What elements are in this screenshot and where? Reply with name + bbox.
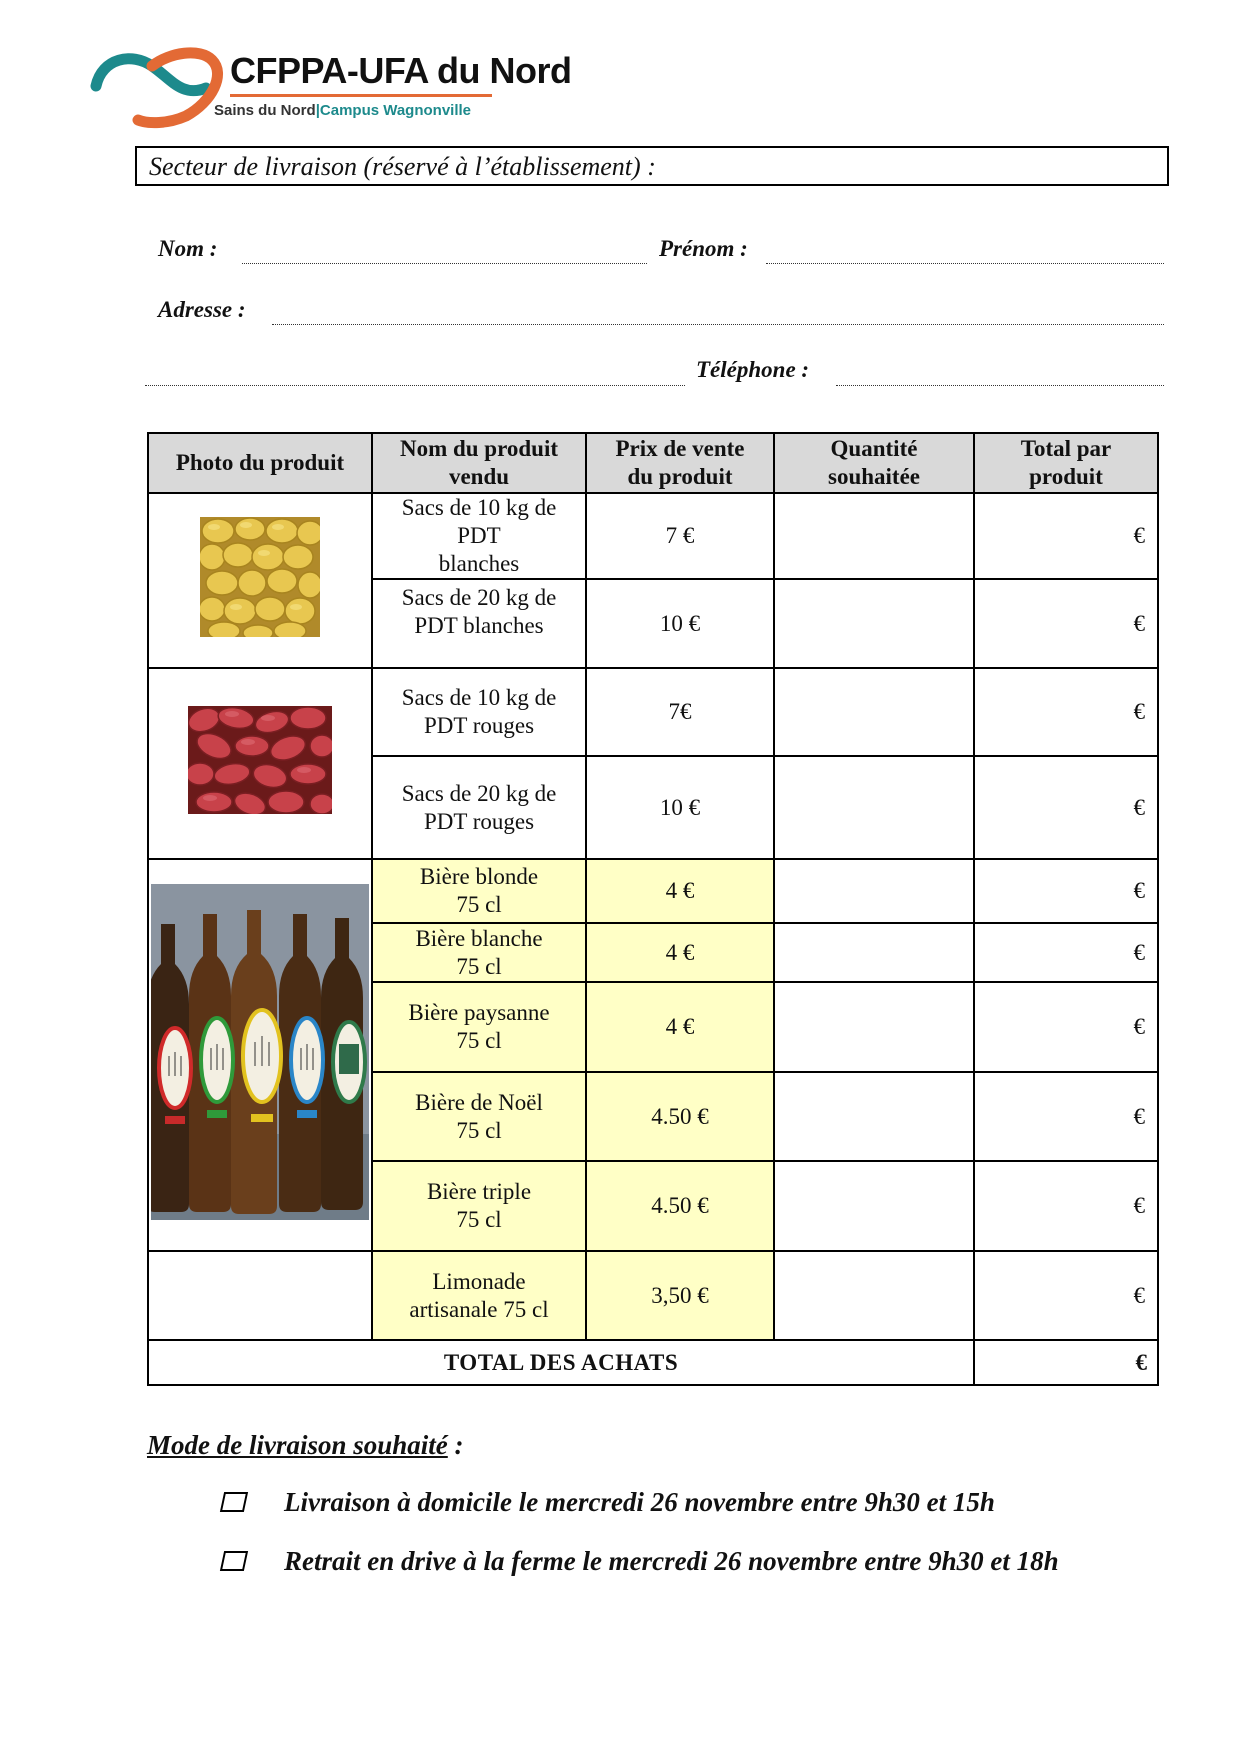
header-quantity: Quantité souhaitée	[774, 433, 974, 493]
logo-subtitle	[214, 102, 471, 119]
prenom-label: Prénom :	[659, 236, 748, 261]
product-name: Sacs de 20 kg de PDT rouges	[372, 756, 586, 859]
header-photo: Photo du produit	[148, 433, 372, 493]
adresse-field-line2[interactable]	[145, 384, 685, 386]
photo-beers	[148, 859, 372, 1251]
product-total: €	[974, 923, 1158, 982]
delivery-option-home-label: Livraison à domicile le mercredi 26 novembre entre 9h30 et 15h	[284, 1487, 995, 1517]
grand-total-value: €	[974, 1340, 1158, 1385]
photo-red-potatoes	[148, 668, 372, 859]
checkbox-drive-pickup[interactable]	[220, 1551, 248, 1571]
table-row	[148, 1251, 1158, 1340]
grand-total-row	[148, 1340, 1158, 1385]
order-table	[147, 432, 1159, 1386]
product-name: Bière blonde 75 cl	[372, 859, 586, 923]
secteur-label: Secteur de livraison (réservé à l’établissement) :	[149, 152, 656, 181]
product-name: Sacs de 10 kg de PDT blanches	[372, 493, 586, 579]
adresse-label: Adresse :	[158, 297, 246, 322]
product-name: Bière blanche 75 cl	[372, 923, 586, 982]
product-price: 4 €	[586, 982, 774, 1072]
logo-subtitle-separator: |	[315, 102, 320, 119]
white-potatoes-image	[200, 517, 320, 637]
product-name: Bière paysanne 75 cl	[372, 982, 586, 1072]
product-total: €	[974, 579, 1158, 668]
delivery-option-home[interactable]	[222, 1487, 995, 1518]
quantity-input[interactable]	[774, 1072, 974, 1161]
telephone-field[interactable]	[836, 384, 1164, 386]
product-total: €	[974, 493, 1158, 579]
logo-underline	[230, 94, 492, 97]
telephone-label: Téléphone :	[696, 357, 810, 382]
product-price: 3,50 €	[586, 1251, 774, 1340]
photo-empty	[148, 1251, 372, 1340]
header-total: Total par produit	[974, 433, 1158, 493]
checkbox-home-delivery[interactable]	[220, 1492, 248, 1512]
product-total: €	[974, 668, 1158, 756]
secteur-box	[135, 146, 1169, 186]
prenom-field[interactable]	[766, 262, 1164, 264]
quantity-input[interactable]	[774, 756, 974, 859]
nom-field[interactable]	[242, 262, 647, 264]
delivery-mode-title	[147, 1430, 464, 1461]
delivery-option-drive-label: Retrait en drive à la ferme le mercredi 26 novembre entre 9h30 et 18h	[284, 1546, 1059, 1576]
product-total: €	[974, 1072, 1158, 1161]
table-header-row	[148, 433, 1158, 493]
nom-label: Nom :	[158, 236, 218, 261]
logo-swoosh-icon	[90, 44, 230, 130]
logo-title: CFPPA-UFA du Nord	[230, 50, 572, 91]
product-price: 10 €	[586, 579, 774, 668]
logo	[90, 44, 572, 130]
quantity-input[interactable]	[774, 493, 974, 579]
product-price: 4 €	[586, 923, 774, 982]
product-price: 4.50 €	[586, 1161, 774, 1251]
product-total: €	[974, 756, 1158, 859]
red-potatoes-image	[188, 706, 332, 814]
product-total: €	[974, 859, 1158, 923]
table-row	[148, 493, 1158, 579]
product-total: €	[974, 1251, 1158, 1340]
quantity-input[interactable]	[774, 1161, 974, 1251]
quantity-input[interactable]	[774, 923, 974, 982]
grand-total-label: TOTAL DES ACHATS	[148, 1340, 974, 1385]
product-price: 7€	[586, 668, 774, 756]
product-name: Sacs de 20 kg de PDT blanches	[372, 579, 586, 668]
table-row	[148, 668, 1158, 756]
quantity-input[interactable]	[774, 1251, 974, 1340]
product-name: Bière de Noël 75 cl	[372, 1072, 586, 1161]
product-price: 7 €	[586, 493, 774, 579]
photo-white-potatoes	[148, 493, 372, 668]
logo-subtitle-left: Sains du Nord	[214, 102, 316, 119]
quantity-input[interactable]	[774, 668, 974, 756]
quantity-input[interactable]	[774, 579, 974, 668]
product-price: 4.50 €	[586, 1072, 774, 1161]
quantity-input[interactable]	[774, 859, 974, 923]
product-name: Limonade artisanale 75 cl	[372, 1251, 586, 1340]
beer-bottles-image	[151, 884, 369, 1220]
table-row	[148, 859, 1158, 923]
delivery-option-drive[interactable]	[222, 1546, 1059, 1577]
quantity-input[interactable]	[774, 982, 974, 1072]
delivery-mode-title-text: Mode de livraison souhaité	[147, 1430, 448, 1460]
adresse-field[interactable]	[272, 323, 1164, 325]
product-total: €	[974, 982, 1158, 1072]
product-total: €	[974, 1161, 1158, 1251]
logo-subtitle-right: Campus Wagnonville	[319, 102, 472, 119]
product-name: Bière triple 75 cl	[372, 1161, 586, 1251]
product-price: 4 €	[586, 859, 774, 923]
delivery-mode-title-suffix: :	[447, 1430, 464, 1460]
product-name: Sacs de 10 kg de PDT rouges	[372, 668, 586, 756]
header-product-name: Nom du produit vendu	[372, 433, 586, 493]
product-price: 10 €	[586, 756, 774, 859]
header-price: Prix de vente du produit	[586, 433, 774, 493]
